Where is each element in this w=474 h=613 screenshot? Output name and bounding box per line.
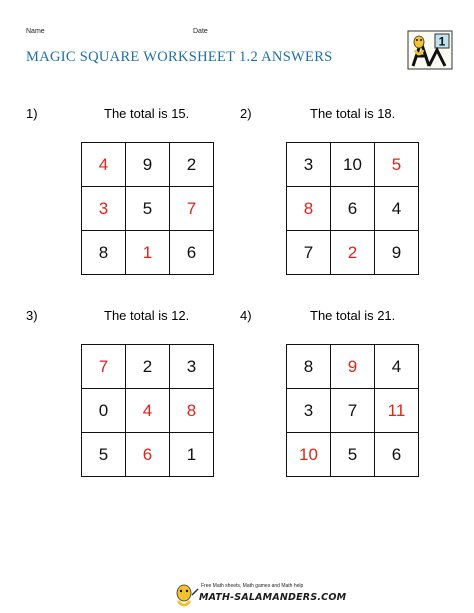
given-cell: 0 — [82, 389, 126, 433]
given-cell: 3 — [170, 345, 214, 389]
answer-cell: 7 — [82, 345, 126, 389]
problem-number: 4) — [240, 308, 252, 323]
problem-number: 3) — [26, 308, 38, 323]
given-cell: 6 — [331, 187, 375, 231]
given-cell: 7 — [287, 231, 331, 275]
magic-square-grid — [81, 142, 214, 275]
answer-cell: 6 — [126, 433, 170, 477]
answer-cell: 1 — [126, 231, 170, 275]
given-cell: 6 — [170, 231, 214, 275]
given-cell: 7 — [331, 389, 375, 433]
magic-square-grid — [81, 344, 214, 477]
answer-cell: 4 — [126, 389, 170, 433]
footer-site-name: MATH-SALAMANDERS.COM — [199, 592, 347, 603]
problem-total: The total is 21. — [310, 308, 396, 323]
date-label: Date — [193, 28, 208, 35]
given-cell: 5 — [331, 433, 375, 477]
given-cell: 9 — [126, 143, 170, 187]
answer-cell: 10 — [287, 433, 331, 477]
footer-tagline: Free Math sheets, Math games and Math help — [201, 583, 304, 589]
problem-total: The total is 18. — [310, 106, 396, 121]
problem-total: The total is 15. — [104, 106, 190, 121]
magic-square-grid — [286, 344, 419, 477]
given-cell: 5 — [82, 433, 126, 477]
answer-cell: 4 — [82, 143, 126, 187]
answer-cell: 5 — [375, 143, 419, 187]
grade-badge-number: 1 — [438, 34, 446, 49]
given-cell: 3 — [287, 143, 331, 187]
given-cell: 5 — [126, 187, 170, 231]
given-cell: 6 — [375, 433, 419, 477]
problem-1 — [26, 106, 246, 286]
given-cell: 9 — [375, 231, 419, 275]
given-cell: 10 — [331, 143, 375, 187]
answer-cell: 9 — [331, 345, 375, 389]
given-cell: 2 — [170, 143, 214, 187]
given-cell: 4 — [375, 345, 419, 389]
given-cell: 8 — [82, 231, 126, 275]
answer-cell: 2 — [331, 231, 375, 275]
given-cell: 2 — [126, 345, 170, 389]
answer-cell: 11 — [375, 389, 419, 433]
answer-cell: 8 — [287, 187, 331, 231]
magic-square-grid — [286, 142, 419, 275]
given-cell: 8 — [287, 345, 331, 389]
name-label: Name — [26, 28, 45, 35]
problem-number: 2) — [240, 106, 252, 121]
problem-number: 1) — [26, 106, 38, 121]
given-cell: 4 — [375, 187, 419, 231]
answer-cell: 3 — [82, 187, 126, 231]
problem-total: The total is 12. — [104, 308, 190, 323]
given-cell: 1 — [170, 433, 214, 477]
problem-4 — [240, 308, 460, 488]
page-title: MAGIC SQUARE WORKSHEET 1.2 ANSWERS — [26, 49, 333, 65]
problem-3 — [26, 308, 246, 488]
given-cell: 3 — [287, 389, 331, 433]
problem-2 — [240, 106, 460, 286]
answer-cell: 7 — [170, 187, 214, 231]
answer-cell: 8 — [170, 389, 214, 433]
math-salamanders-grade-1-logo — [407, 30, 453, 70]
